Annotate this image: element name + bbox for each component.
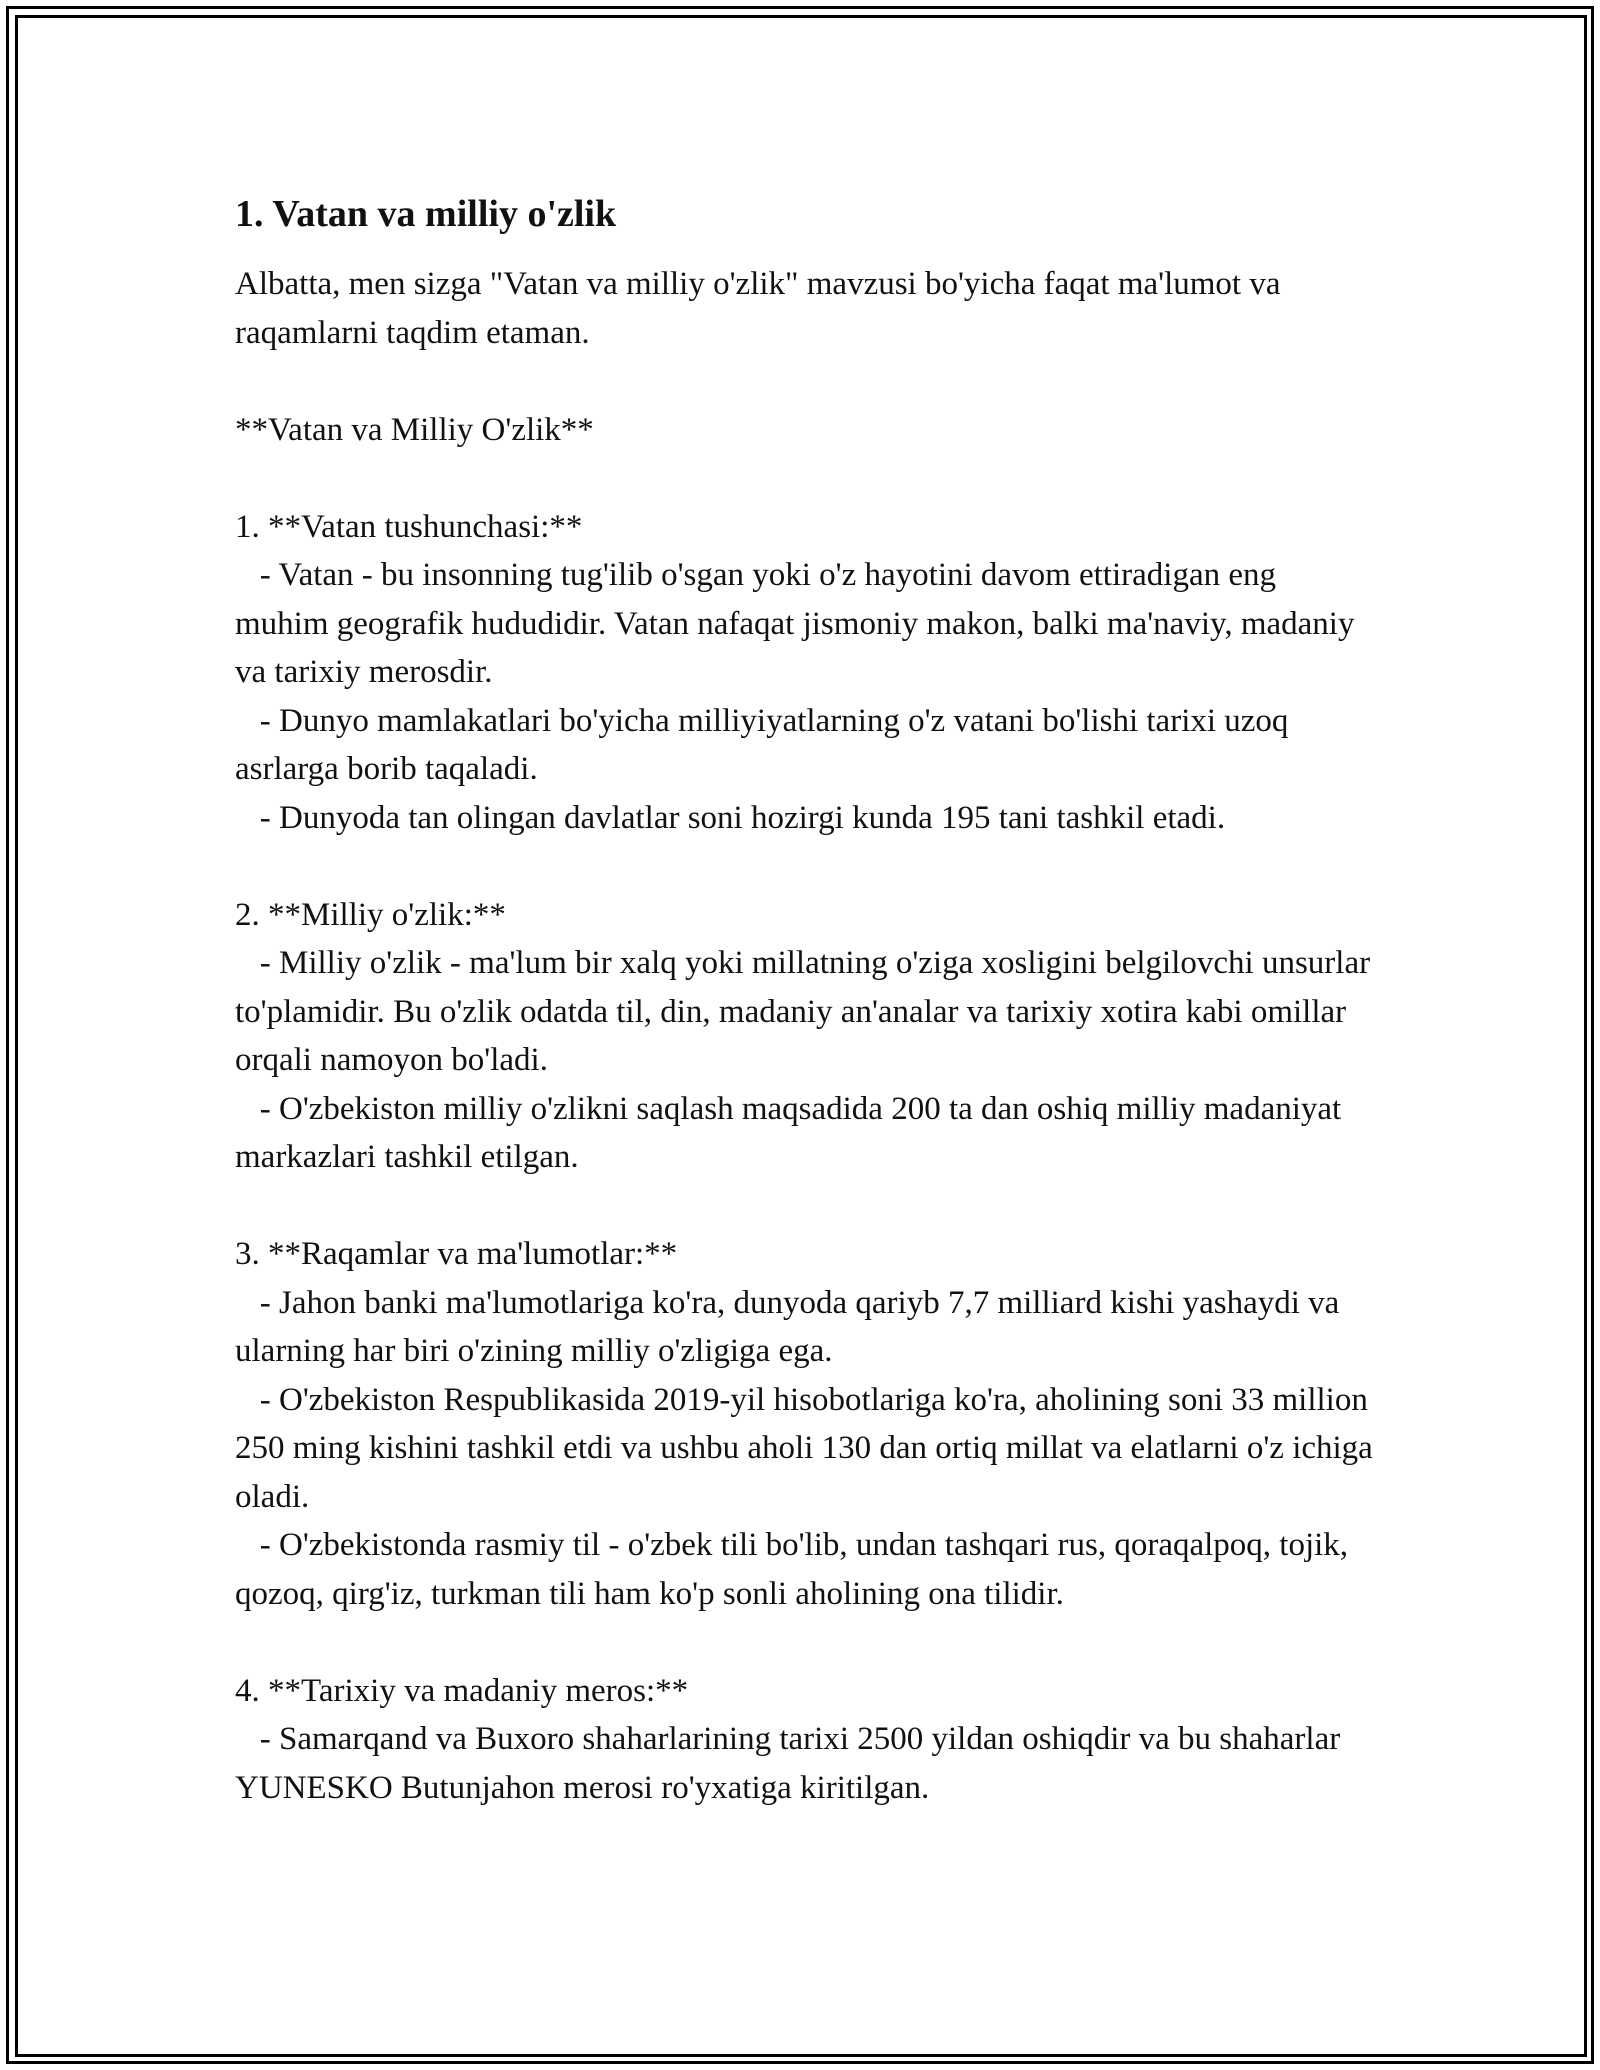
section-raqamlar xyxy=(235,1230,1382,1618)
list-item: - Milliy o'zlik - ma'lum bir xalq yoki millatning o'ziga xosligini belgilovchi unsurlar to'plamidir. Bu o'zlik odatda til, din, madaniy an'analar va tarixiy xotira kabi omillar orqali namoyon bo'ladi. xyxy=(235,945,1379,1078)
document-title: 1. Vatan va milliy o'zlik xyxy=(235,193,617,235)
spacer xyxy=(235,454,1375,503)
list-item: - Dunyoda tan olingan davlatlar soni hozirgi kunda 195 tani tashkil etadi. xyxy=(235,799,1226,836)
section-heading: 4. **Tarixiy va madaniy meros:** xyxy=(235,1672,689,1709)
section-milliy-ozlik xyxy=(235,891,1379,1182)
list-item: - Jahon banki ma'lumotlariga ko'ra, dunyoda qariyb 7,7 milliard kishi yashaydi va ularning har biri o'zining milliy o'zligiga ega. xyxy=(235,1284,1348,1369)
section-heading: 3. **Raqamlar va ma'lumotlar:** xyxy=(235,1236,678,1272)
document-body xyxy=(235,190,1382,1812)
list-item: - O'zbekistonda rasmiy til - o'zbek tili bo'lib, undan tashqari rus, qoraqalpoq, tojik, qozoq, qirg'iz, turkman tili ham ko'p sonli aholining ona tilidir. xyxy=(235,1527,1357,1612)
spacer xyxy=(235,1182,1375,1231)
section-heading: 2. **Milliy o'zlik:** xyxy=(235,896,506,933)
list-item: - Vatan - bu insonning tug'ilib o'sgan yoki o'z hayotini davom ettiradigan eng muhim geografik hududidir. Vatan nafaqat jismoniy makon, balki ma'naviy, madaniy va tarixiy merosdir. xyxy=(235,557,1363,690)
list-item: - Dunyo mamlakatlari bo'yicha milliyiyatlarning o'z vatani bo'lishi tarixi uzoq asrlarga borib taqaladi. xyxy=(235,702,1297,787)
list-item: - O'zbekiston Respublikasida 2019-yil hisobotlariga ko'ra, aholining soni 33 million 250 ming kishini tashkil etdi va ushbu aholi 130 dan ortiq millat va elatlarni o'z ichiga oladi. xyxy=(235,1381,1382,1515)
list-item: - O'zbekiston milliy o'zlikni saqlash maqsadida 200 ta dan oshiq milliy madaniyat markazlari tashkil etilgan. xyxy=(235,1090,1350,1175)
section-heading: 1. **Vatan tushunchasi:** xyxy=(235,508,583,545)
section-meros xyxy=(235,1667,1375,1813)
subheading: **Vatan va Milliy O'zlik** xyxy=(235,411,594,448)
spacer xyxy=(235,842,1375,891)
intro-paragraph: Albatta, men sizga "Vatan va milliy o'zlik" mavzusi bo'yicha faqat ma'lumot va raqamlarni taqdim etaman. xyxy=(235,266,1289,351)
list-item: - Samarqand va Buxoro shaharlarining tarixi 2500 yildan oshiqdir va bu shaharlar YUNESKO Butunjahon merosi ro'yxatiga kiritilgan. xyxy=(235,1721,1348,1806)
section-vatan xyxy=(235,503,1375,843)
spacer xyxy=(235,1618,1375,1667)
spacer xyxy=(235,357,1375,406)
